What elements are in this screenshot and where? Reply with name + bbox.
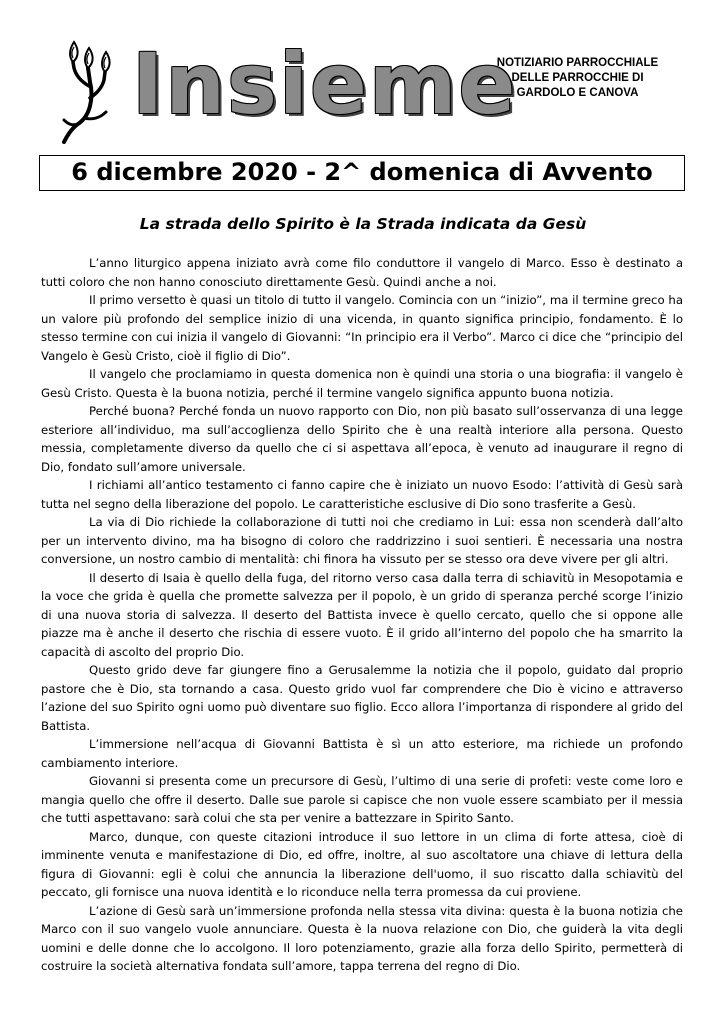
paragraph: L’immersione nell’acqua di Giovanni Battista è sì un atto esteriore, ma richiede un profondo cambiamento interiore. [41, 737, 683, 770]
paragraph: Il deserto di Isaia è quello della fuga, del ritorno verso casa dalla terra di schiavitù in Mesopotamia e la voce che grida è quella che promette salvezza per il popolo, è un grido di speranza perché scorge l’inizio di una nuova storia di salvezza. Il deserto del Battista invece è quello cercato, quello che si oppone alle piazze ma è anche il deserto che rischia di essere vuoto. È il grido all’interno del popolo che ha smarrito la capacità di ascolto del proprio Dio. [41, 570, 683, 659]
paragraph: Giovanni si presenta come un precursore di Gesù, l’ultimo di una serie di profeti: veste come loro e mangia quello che offre il deserto. Dalle sue parole si capisce che non vuole essere scambiato per il messia che tutti aspettavano: sarà colui che sta per venire a battezzare in Spirito Santo. [41, 774, 683, 825]
article-title: La strada dello Spirito è la Strada indicata da Gesù [139, 215, 587, 233]
article-body [41, 254, 683, 976]
publisher-info [475, 56, 680, 101]
issue-date-heading: 6 dicembre 2020 - 2^ domenica di Avvento [39, 155, 685, 191]
paragraph: Perché buona? Perché fonda un nuovo rapporto con Dio, non più basato sull’osservanza di una legge esteriore all’individuo, ma sull’accoglienza dello Spirito che è una realtà interiore alla persona. Questo messia, completamente diverso da quello che ci si aspettava all’epoca, è venuto ad inaugurare il regno di Dio, fondato sull’amore universale. [41, 404, 683, 474]
paragraph: Il vangelo che proclamiamo in questa domenica non è quindi una storia o una biografia: il vangelo è Gesù Cristo. Questa è la buona notizia, perché il termine vangelo significa appunto buona notizia. [41, 367, 683, 400]
masthead-title: Insieme [132, 35, 518, 133]
paragraph: L’anno liturgico appena iniziato avrà come filo conduttore il vangelo di Marco. Esso è destinato a tutti coloro che non hanno conosciuto direttamente Gesù. Quindi anche a noi. [41, 256, 683, 289]
candle-branch-icon [58, 38, 120, 144]
masthead [40, 35, 690, 148]
paragraph: Questo grido deve far giungere fino a Gerusalemme la notizia che il popolo, guidato dal proprio pastore che è Dio, sta tornando a casa. Questo grido vuol far comprendere che Dio è vicino e attraverso l’azione del suo Spirito ogni uomo può diventare suo figlio. Ecco allora l’importanza di rispondere al grido del Battista. [41, 663, 683, 733]
paragraph: La via di Dio richiede la collaborazione di tutti noi che crediamo in Lui: essa non scenderà dall’alto per un intervento divino, ma ha bisogno di coloro che raddrizzino i suoi sentieri. È necessaria una nostra conversione, un nostro cambio di mentalità: chi finora ha vissuto per se stesso ora deve vivere per gli altri. [41, 515, 683, 566]
paragraph: Il primo versetto è quasi un titolo di tutto il vangelo. Comincia con un “inizio”, ma il termine greco ha un valore più profondo del semplice inizio di una vicenda, in quanto significa principio, fondamento. È lo stesso termine con cui inizia il vangelo di Giovanni: “In principio era il Verbo”. Marco ci dice che “principio del Vangelo è Gesù Cristo, cioè il figlio di Dio”. [41, 293, 683, 363]
publisher-line: NOTIZIARIO PARROCCHIALE [496, 57, 659, 69]
publisher-line: GARDOLO E CANOVA [516, 87, 639, 99]
publisher-line: DELLE PARROCCHIE DI [511, 72, 644, 84]
paragraph: Marco, dunque, con queste citazioni introduce il suo lettore in un clima di forte attesa, cioè di imminente venuta e manifestazione di Dio, ed offre, inoltre, al suo ascoltatore una chiave di lettura della figura di Giovanni: egli è colui che annuncia la liberazione dell'uomo, il suo riscatto dalla schiavitù del peccato, gli fornisce una nuova identità e lo riconduce nella terra promessa da cui proviene. [41, 829, 683, 899]
paragraph: L’azione di Gesù sarà un’immersione profonda nella stessa vita divina: questa è la buona notizia che Marco con il suo vangelo vuole annunciare. Questa è la nuova relazione con Dio, che guiderà la vita degli uomini e delle donne che lo accolgono. Il loro potenziamento, grazie alla forza dello Spirito, permetterà di costruire la società alternativa fondata sull’amore, tappa terrena del regno di Dio. [41, 903, 683, 973]
paragraph: I richiami all’antico testamento ci fanno capire che è iniziato un nuovo Esodo: l’attività di Gesù sarà tutta nel segno della liberazione del popolo. Le caratteristiche esclusive di Dio sono trasferite a Gesù. [41, 478, 683, 511]
